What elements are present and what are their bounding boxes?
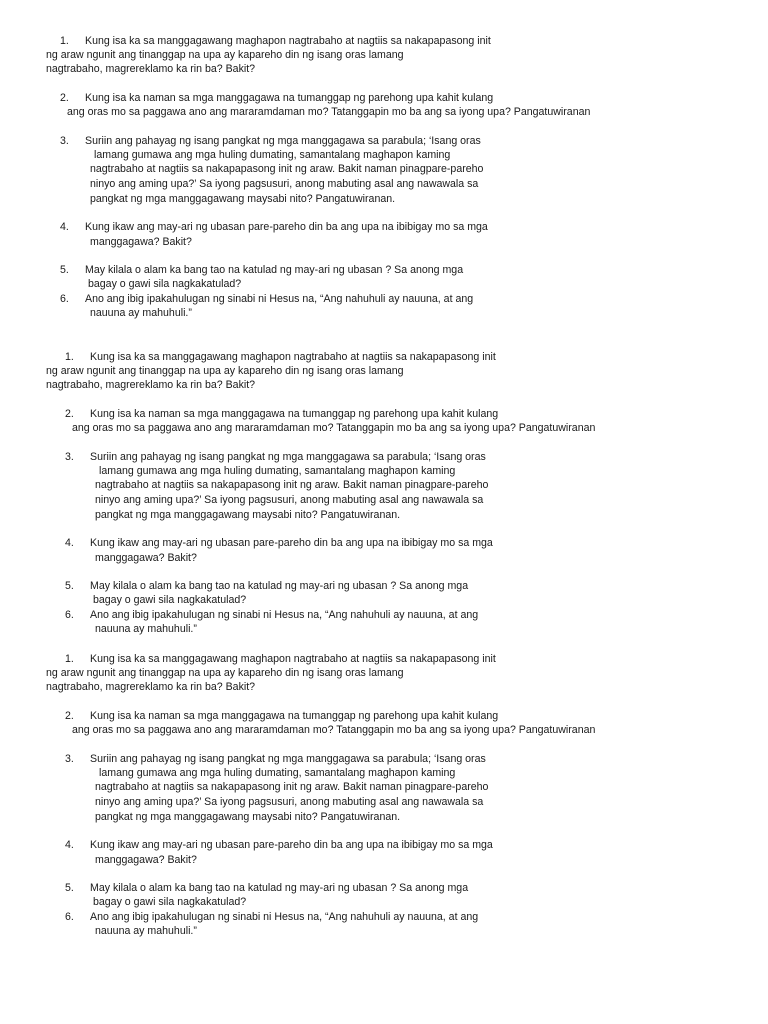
question-2-line-2: ang oras mo sa paggawa ano ang mararamdaman mo? Tatanggapin mo ba ang sa iyong upa? Pangatuwiranan	[72, 724, 596, 736]
question-4-line-1: Kung ikaw ang may-ari ng ubasan pare-pareho din ba ang upa na ibibigay mo sa mga	[90, 537, 493, 549]
question-3-line-5: pangkat ng mga manggagawang maysabi nito? Pangatuwiranan.	[95, 509, 401, 521]
question-1-number: 1.	[65, 653, 74, 665]
question-6-line-2: nauuna ay mahuhuli.”	[95, 623, 197, 635]
question-1-line-1: Kung isa ka sa manggagawang maghapon nagtrabaho at nagtiis sa nakapapasong init	[85, 35, 491, 47]
question-4-line-2: manggagawa? Bakit?	[95, 552, 197, 564]
question-5-line-2: bagay o gawi sila nagkakatulad?	[93, 896, 247, 908]
question-5-number: 5.	[60, 264, 69, 276]
question-6-number: 6.	[65, 609, 74, 621]
question-2-number: 2.	[65, 710, 74, 722]
question-3-line-1: Suriin ang pahayag ng isang pangkat ng mga manggagawa sa parabula; ‘Isang oras	[90, 753, 486, 765]
question-1-line-1: Kung isa ka sa manggagawang maghapon nagtrabaho at nagtiis sa nakapapasong init	[90, 351, 496, 363]
question-5-line-1: May kilala o alam ka bang tao na katulad ng may-ari ng ubasan ? Sa anong mga	[90, 580, 469, 592]
question-6-line-2: nauuna ay mahuhuli.”	[95, 925, 197, 937]
question-6-line-2: nauuna ay mahuhuli.”	[90, 307, 192, 319]
question-5-number: 5.	[65, 882, 74, 894]
question-2-line-1: Kung isa ka naman sa mga manggagawa na tumanggap ng parehong upa kahit kulang	[85, 92, 494, 104]
question-1-line-3: nagtrabaho, magrereklamo ka rin ba? Bakit?	[46, 681, 256, 693]
question-1-number: 1.	[65, 351, 74, 363]
question-1-line-3: nagtrabaho, magrereklamo ka rin ba? Bakit?	[46, 63, 256, 75]
question-3-line-2: lamang gumawa ang mga huling dumating, samantalang maghapon kaming	[99, 767, 456, 779]
question-6-number: 6.	[65, 911, 74, 923]
question-1-line-2: ng araw ngunit ang tinanggap na upa ay kapareho din ng isang oras lamang	[46, 667, 404, 679]
question-1-line-2: ng araw ngunit ang tinanggap na upa ay kapareho din ng isang oras lamang	[46, 49, 404, 61]
question-2-number: 2.	[65, 408, 74, 420]
question-3-line-2: lamang gumawa ang mga huling dumating, samantalang maghapon kaming	[94, 149, 451, 161]
question-3-line-5: pangkat ng mga manggagawang maysabi nito? Pangatuwiranan.	[90, 193, 396, 205]
question-2-line-2: ang oras mo sa paggawa ano ang mararamdaman mo? Tatanggapin mo ba ang sa iyong upa? Pangatuwiranan	[67, 106, 591, 118]
question-4-line-1: Kung ikaw ang may-ari ng ubasan pare-pareho din ba ang upa na ibibigay mo sa mga	[90, 839, 493, 851]
question-1-line-2: ng araw ngunit ang tinanggap na upa ay kapareho din ng isang oras lamang	[46, 365, 404, 377]
question-1-line-1: Kung isa ka sa manggagawang maghapon nagtrabaho at nagtiis sa nakapapasong init	[90, 653, 496, 665]
question-4-line-2: manggagawa? Bakit?	[95, 854, 197, 866]
question-6-line-1: Ano ang ibig ipakahulugan ng sinabi ni Hesus na, “Ang nahuhuli ay nauuna, at ang	[90, 609, 479, 621]
question-4-number: 4.	[60, 221, 69, 233]
question-6-line-1: Ano ang ibig ipakahulugan ng sinabi ni Hesus na, “Ang nahuhuli ay nauuna, at ang	[90, 911, 479, 923]
question-4-line-1: Kung ikaw ang may-ari ng ubasan pare-pareho din ba ang upa na ibibigay mo sa mga	[85, 221, 488, 233]
question-2-line-1: Kung isa ka naman sa mga manggagawa na tumanggap ng parehong upa kahit kulang	[90, 710, 499, 722]
question-3-number: 3.	[65, 753, 74, 765]
question-3-line-5: pangkat ng mga manggagawang maysabi nito? Pangatuwiranan.	[95, 811, 401, 823]
question-4-number: 4.	[65, 839, 74, 851]
question-5-number: 5.	[65, 580, 74, 592]
question-5-line-2: bagay o gawi sila nagkakatulad?	[93, 594, 247, 606]
question-3-line-1: Suriin ang pahayag ng isang pangkat ng mga manggagawa sa parabula; ‘Isang oras	[85, 135, 481, 147]
question-5-line-1: May kilala o alam ka bang tao na katulad ng may-ari ng ubasan ? Sa anong mga	[85, 264, 464, 276]
question-4-line-2: manggagawa? Bakit?	[90, 236, 192, 248]
question-3-number: 3.	[60, 135, 69, 147]
question-1-number: 1.	[60, 35, 69, 47]
question-3-number: 3.	[65, 451, 74, 463]
question-3-line-1: Suriin ang pahayag ng isang pangkat ng mga manggagawa sa parabula; ‘Isang oras	[90, 451, 486, 463]
question-6-line-1: Ano ang ibig ipakahulugan ng sinabi ni Hesus na, “Ang nahuhuli ay nauuna, at ang	[85, 293, 474, 305]
question-3-line-4: ninyo ang aming upa?’ Sa iyong pagsusuri, anong mabuting asal ang nawawala sa	[95, 494, 484, 506]
question-3-line-3: nagtrabaho at nagtiis sa nakapapasong init ng araw. Bakit naman pinagpare-pareho	[90, 163, 484, 175]
question-3-line-3: nagtrabaho at nagtiis sa nakapapasong init ng araw. Bakit naman pinagpare-pareho	[95, 781, 489, 793]
question-3-line-3: nagtrabaho at nagtiis sa nakapapasong init ng araw. Bakit naman pinagpare-pareho	[95, 479, 489, 491]
question-3-line-4: ninyo ang aming upa?’ Sa iyong pagsusuri, anong mabuting asal ang nawawala sa	[95, 796, 484, 808]
question-4-number: 4.	[65, 537, 74, 549]
question-2-number: 2.	[60, 92, 69, 104]
question-5-line-1: May kilala o alam ka bang tao na katulad ng may-ari ng ubasan ? Sa anong mga	[90, 882, 469, 894]
question-2-line-2: ang oras mo sa paggawa ano ang mararamdaman mo? Tatanggapin mo ba ang sa iyong upa? Pangatuwiranan	[72, 422, 596, 434]
question-2-line-1: Kung isa ka naman sa mga manggagawa na tumanggap ng parehong upa kahit kulang	[90, 408, 499, 420]
question-5-line-2: bagay o gawi sila nagkakatulad?	[88, 278, 242, 290]
question-1-line-3: nagtrabaho, magrereklamo ka rin ba? Bakit?	[46, 379, 256, 391]
question-3-line-2: lamang gumawa ang mga huling dumating, samantalang maghapon kaming	[99, 465, 456, 477]
question-3-line-4: ninyo ang aming upa?’ Sa iyong pagsusuri, anong mabuting asal ang nawawala sa	[90, 178, 479, 190]
question-6-number: 6.	[60, 293, 69, 305]
